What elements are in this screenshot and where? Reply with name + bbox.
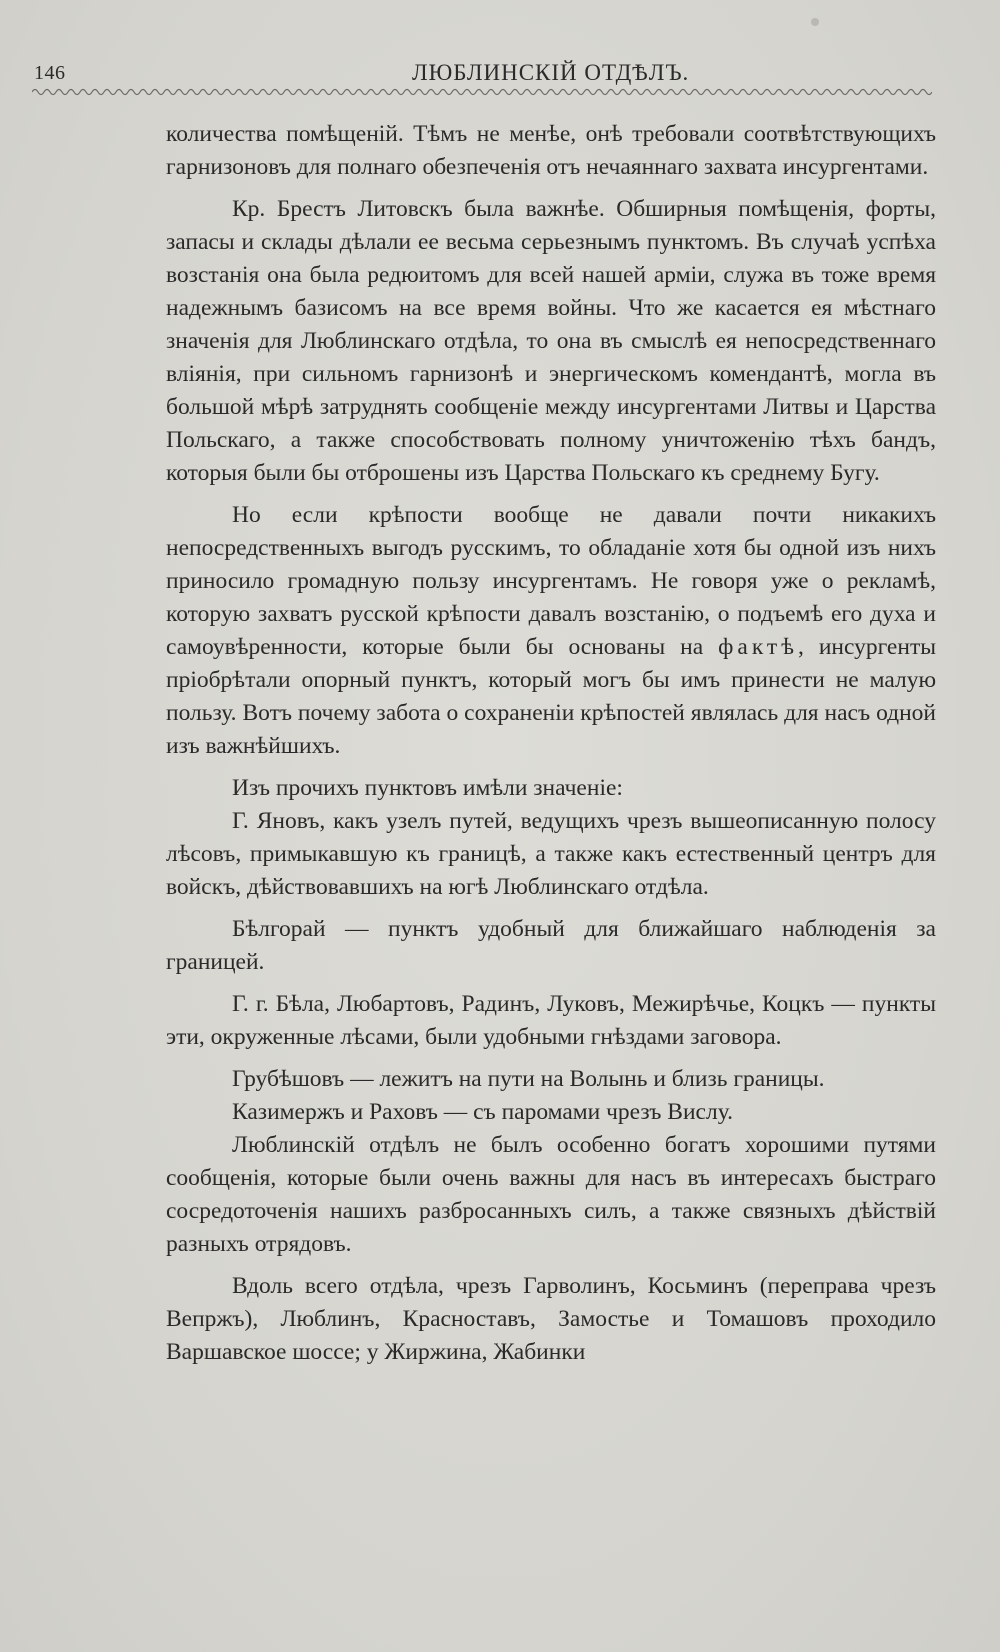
emphasized-word: фактѣ xyxy=(718,634,798,660)
paragraph-highway: Вдоль всего отдѣла, чрезъ Гарволинъ, Косьминъ (переправа чрезъ Вепржъ), Люблинъ, Красноставъ, Замостье и Томашовъ проходило Варшавское шоссе; у Жиржина, Жабинки xyxy=(166,1273,936,1365)
paragraph-roads: Люблинскій отдѣлъ не былъ особенно богатъ хорошими путями сообщенія, которые были очень важны для насъ въ интересахъ быстраго сосредоточенія нашихъ разбросанныхъ силъ, а также связныхъ дѣйствій разныхъ отрядовъ. xyxy=(166,1132,936,1257)
paragraph-kazimierz: Казимержъ и Раховъ — съ паромами чрезъ Вислу. xyxy=(232,1099,733,1125)
wavy-header-rule xyxy=(32,86,932,98)
paper-speck xyxy=(811,18,819,26)
page-header xyxy=(32,58,932,88)
paragraph-text: Но если крѣпости вообще не давали почти никакихъ непосредственныхъ выгодъ русскимъ, то обладаніе хотя бы одной изъ нихъ приносило громадную пользу инсургентамъ. Не говоря уже о рекламѣ, которую захватъ русской крѣпости давалъ возстанію, о подъемѣ его духа и самоувѣренности, которые были бы основаны на xyxy=(166,502,936,660)
paragraph-other-points: Изъ прочихъ пунктовъ имѣли значеніе: xyxy=(232,775,623,801)
paragraph-text: , инсургенты пріобрѣтали опорный пунктъ, который могъ бы имъ принести не малую пользу. Вотъ почему забота о сохраненіи крѣпостей являлась для насъ одной изъ важнѣйшихъ. xyxy=(166,634,936,759)
page-number: 146 xyxy=(34,62,66,84)
paragraph-bilgoraj: Бѣлгорай — пунктъ удобный для ближайшаго наблюденія за границей. xyxy=(166,916,936,975)
paragraph-fortresses xyxy=(166,499,936,763)
paragraph-yanov: Г. Яновъ, какъ узелъ путей, ведущихъ чрезъ вышеописанную полосу лѣсовъ, примыкавшую къ границѣ, а также какъ естественный центръ для войскъ, дѣйствовавшихъ на югѣ Люблинскаго отдѣла. xyxy=(166,808,936,900)
paragraph-towns: Г. г. Бѣла, Любартовъ, Радинъ, Луковъ, Межирѣчье, Коцкъ — пункты эти, окруженные лѣсами, были удобными гнѣздами заговора. xyxy=(166,991,936,1050)
running-title: ЛЮБЛИНСКІЙ ОТДѢЛЪ. xyxy=(412,60,690,85)
body-text xyxy=(166,118,936,1369)
paragraph-continuation: количества помѣщеній. Тѣмъ не менѣе, онѣ требовали соотвѣтствующихъ гарнизоновъ для полнаго обезпеченія отъ нечаяннаго захвата инсургентами. xyxy=(166,121,936,180)
paragraph-brest: Кр. Брестъ Литовскъ была важнѣе. Обширныя помѣщенія, форты, запасы и склады дѣлали ее весьма серьезнымъ пунктомъ. Въ случаѣ успѣха возстанія она была редюитомъ для всей нашей арміи, служа въ тоже время надежнымъ базисомъ на все время войны. Что же касается ея мѣстнаго значенія для Люблинскаго отдѣла, то она въ смыслѣ ея непосредственнаго вліянія, при сильномъ гарнизонѣ и энергическомъ комендантѣ, могла въ большой мѣрѣ затруднять сообщеніе между инсургентами Литвы и Царства Польскаго, а также способствовать полному уничтоженію тѣхъ бандъ, которыя были бы отброшены изъ Царства Польскаго къ среднему Бугу. xyxy=(166,196,936,486)
paragraph-hrubieszow: Грубѣшовъ — лежитъ на пути на Волынь и близь границы. xyxy=(232,1066,825,1092)
